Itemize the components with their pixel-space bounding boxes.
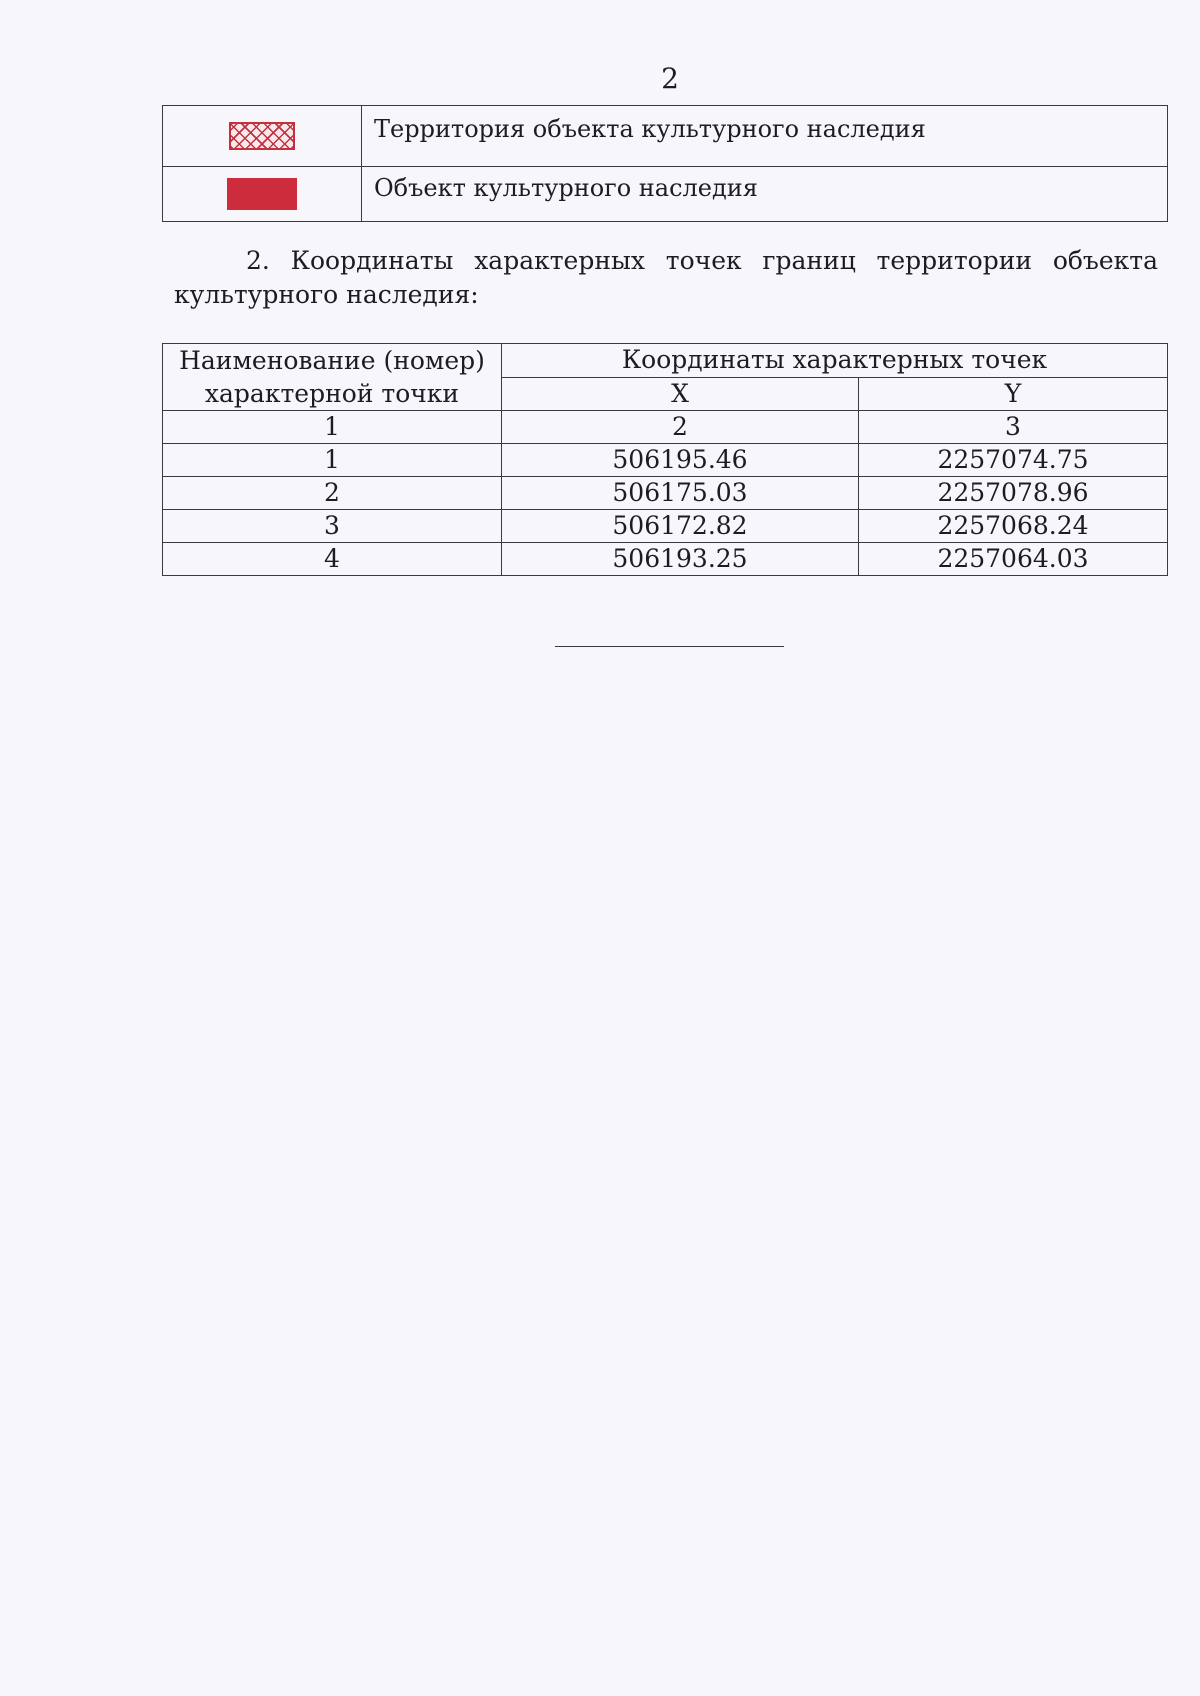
legend-label: Территория объекта культурного наследия: [362, 106, 1168, 167]
legend-row: [163, 167, 1168, 222]
x-cell: 506172.82: [502, 510, 859, 543]
page-number: 2: [661, 62, 679, 95]
coordinates-group-header: Координаты характерных точек: [502, 344, 1168, 378]
table-header-row: [163, 344, 1168, 378]
x-cell: 506193.25: [502, 543, 859, 576]
paragraph-line-2: культурного наследия:: [174, 280, 479, 309]
legend-row: [163, 106, 1168, 167]
x-header: X: [502, 377, 859, 411]
point-cell: 1: [163, 444, 502, 477]
point-name-header: Наименование (номер) характерной точки: [163, 344, 502, 411]
hatched-red-swatch-icon: [229, 122, 295, 150]
legend-table: [162, 105, 1168, 222]
table-row: [163, 444, 1168, 477]
column-number: 1: [163, 411, 502, 444]
end-divider: [555, 646, 784, 647]
coordinates-table: [162, 343, 1168, 576]
point-cell: 2: [163, 477, 502, 510]
x-cell: 506175.03: [502, 477, 859, 510]
column-number: 3: [859, 411, 1168, 444]
y-cell: 2257078.96: [859, 477, 1168, 510]
solid-red-swatch-icon: [227, 178, 297, 210]
legend-swatch-cell: [163, 106, 362, 167]
y-cell: 2257064.03: [859, 543, 1168, 576]
point-cell: 4: [163, 543, 502, 576]
legend-label: Объект культурного наследия: [362, 167, 1168, 222]
paragraph-first-line: [174, 244, 1158, 278]
column-number: 2: [502, 411, 859, 444]
x-cell: 506195.46: [502, 444, 859, 477]
y-header: Y: [859, 377, 1168, 411]
column-number-row: [163, 411, 1168, 444]
section-number: 2.: [246, 246, 270, 275]
table-row: [163, 543, 1168, 576]
table-row: [163, 477, 1168, 510]
paragraph-line-1: Координаты характерных точек границ территории объекта: [290, 246, 1158, 275]
y-cell: 2257074.75: [859, 444, 1168, 477]
point-cell: 3: [163, 510, 502, 543]
section-paragraph: [174, 244, 1158, 312]
table-row: [163, 510, 1168, 543]
y-cell: 2257068.24: [859, 510, 1168, 543]
legend-swatch-cell: [163, 167, 362, 222]
